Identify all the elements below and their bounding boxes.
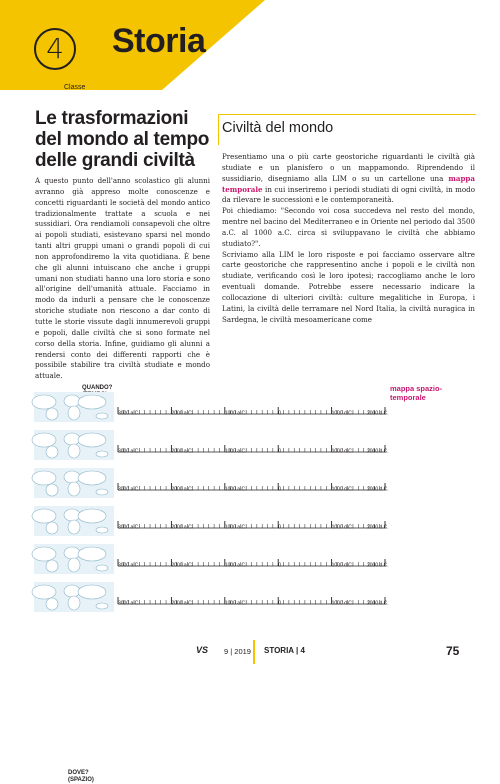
world-map-icon (32, 506, 114, 536)
timeline-tick-label: 2000 d.C. (367, 562, 389, 569)
section-title: Storia (112, 22, 206, 60)
timeline-where-label: DOVE? (SPAZIO) (68, 770, 94, 783)
class-badge-label: Classe (64, 84, 86, 91)
article-title: Le trasformazioni del mondo al tempo delle grandi civiltà (35, 108, 210, 171)
body-paragraph-2: Poi chiediamo: "Secondo voi cosa succedeva nel resto del mondo, mentre nel bacino del Mediterraneo e in Oriente nel periodo dal 3500 a.C. al 1000 a.C. circa si sviluppavano le civiltà che abbiamo studiato?". (222, 206, 475, 248)
page-number: 75 (446, 644, 460, 658)
footer-issue: 9 | 2019 (224, 647, 251, 656)
timeline-tick-label: 1000 d.C. (331, 410, 354, 417)
timeline-tick-label: 1000 a.C. (224, 410, 247, 417)
timeline-tick-label: 0 (278, 410, 281, 417)
timeline-tick-label: 0 (278, 600, 281, 607)
timeline-tick-label: 1000 d.C. (331, 600, 354, 607)
timeline-tick-label: 0 (278, 562, 281, 569)
timeline-tick-label: 2000 a.C. (171, 524, 194, 531)
timeline-tick-label: 1000 d.C. (331, 524, 354, 531)
world-map-icon (32, 582, 114, 612)
timeline-tick-label: 3000 a.C. (118, 562, 140, 569)
body-p1-start: Presentiamo una o più carte geostoriche riguardanti le civiltà già studiate e un planisfero o un mappamondo. Riprendendo il sussidiario, disegniamo alla LIM o su un cartellone una (222, 152, 475, 183)
timeline-tick-label: 1000 d.C. (331, 448, 354, 455)
world-map-icon (32, 468, 114, 498)
timeline-tick-label: 1000 d.C. (331, 486, 354, 493)
side-note-mappa: mappa spazio-temporale (390, 384, 443, 402)
timeline-tick-label: 0 (278, 448, 281, 455)
timeline-tick-label: 3000 a.C. (118, 524, 140, 531)
timeline-tick-label: 3000 a.C. (118, 448, 140, 455)
timeline-tick-label: 2000 d.C. (367, 448, 389, 455)
timeline-tick-label: 2000 d.C. (367, 600, 389, 607)
timeline-tick-label: 1000 a.C. (224, 486, 247, 493)
timeline-tick-label: 3000 a.C. (118, 410, 140, 417)
footer-divider (253, 640, 255, 664)
world-map-icon (32, 430, 114, 460)
timeline-tick-label: 2000 a.C. (171, 410, 194, 417)
timeline-tick-label: 0 (278, 524, 281, 531)
timeline-tick-label: 2000 a.C. (171, 600, 194, 607)
timeline-grid (30, 380, 390, 620)
world-map-icon (32, 392, 114, 422)
timeline-tick-label: 1000 d.C. (331, 562, 354, 569)
timeline-when-label: QUANDO? (82, 385, 113, 391)
article-body-right (222, 152, 475, 326)
footer-magazine: VS (196, 645, 209, 655)
timeline-tick-label: 2000 a.C. (171, 448, 194, 455)
timeline-tick-label: 1000 a.C. (224, 524, 247, 531)
body-paragraph-3: Scriviamo alla LIM le loro risposte e poi facciamo osservare altre carte geostoriche che rappresentino anche i popoli e le civiltà non studiate, verificando così le loro ipotesi; raccogliamo anche le loro eventuali domande. Potrebbe essere necessario indicare la collocazione di ulteriori civiltà: culture megalitiche in Europa, i Latini, la civiltà delle terramare nel Nord Italia, la civiltà nuragica in Sardegna, le civiltà mesoamericane come (222, 249, 475, 324)
timeline-tick-label: 2000 d.C. (367, 524, 389, 531)
footer-section: STORIA | 4 (264, 646, 305, 655)
world-map-icon (32, 544, 114, 574)
timeline-tick-label: 2000 d.C. (367, 410, 389, 417)
timeline-tick-label: 1000 a.C. (224, 600, 247, 607)
timeline-tick-label: 0 (278, 486, 281, 493)
highlight-mappa-temporale: mappa temporale (222, 173, 475, 194)
class-badge-number: 4 (46, 32, 64, 65)
body-paragraph-1 (222, 152, 475, 206)
timeline-tick-label: 1000 a.C. (224, 448, 247, 455)
article-intro-text: A questo punto dell'anno scolastico gli alunni avranno già appreso molte conoscenze e concetti riguardanti le società del mondo antico tradizionalmente trattate a scuola e nei sussidiari. Ora rendiamoli consapevoli che oltre ai popoli studiati, esistevano sparsi nel mondo tanti altri gruppi umani o grandi popoli di cui non approfondiremo la vita quotidiana. È bene che gli alunni intuiscano che anche i gruppi umani non studiati hanno una loro storia e sono all'origine dell'umanità attuale. Facciamo in modo da indurli a pensare che le conoscenze storiche studiate non riescono a dar conto di tutte le storie vissute dagli innumerevoli gruppi e popoli, dalle civiltà che si sono formate nel corso della storia. Infine, guidiamo gli alunni a rendersi conto dei differenti rapporti che è possibile stabilire tra civiltà studiate e mondo attuale. (35, 176, 210, 381)
body-p1-end: in cui inseriremo i periodi studiati di ogni civiltà, in modo da rilevare le successioni e le contemporaneità. (222, 184, 475, 205)
timeline-tick-label: 2000 a.C. (171, 562, 194, 569)
class-badge (34, 28, 76, 70)
timeline-tick-label: 2000 d.C. (367, 486, 389, 493)
subheading: Civiltà del mondo (222, 120, 334, 136)
timeline-tick-label: 3000 a.C. (118, 600, 140, 607)
timeline-tick-label: 2000 a.C. (171, 486, 194, 493)
timeline-tick-label: 1000 a.C. (224, 562, 247, 569)
timeline-tick-label: 3000 a.C. (118, 486, 140, 493)
